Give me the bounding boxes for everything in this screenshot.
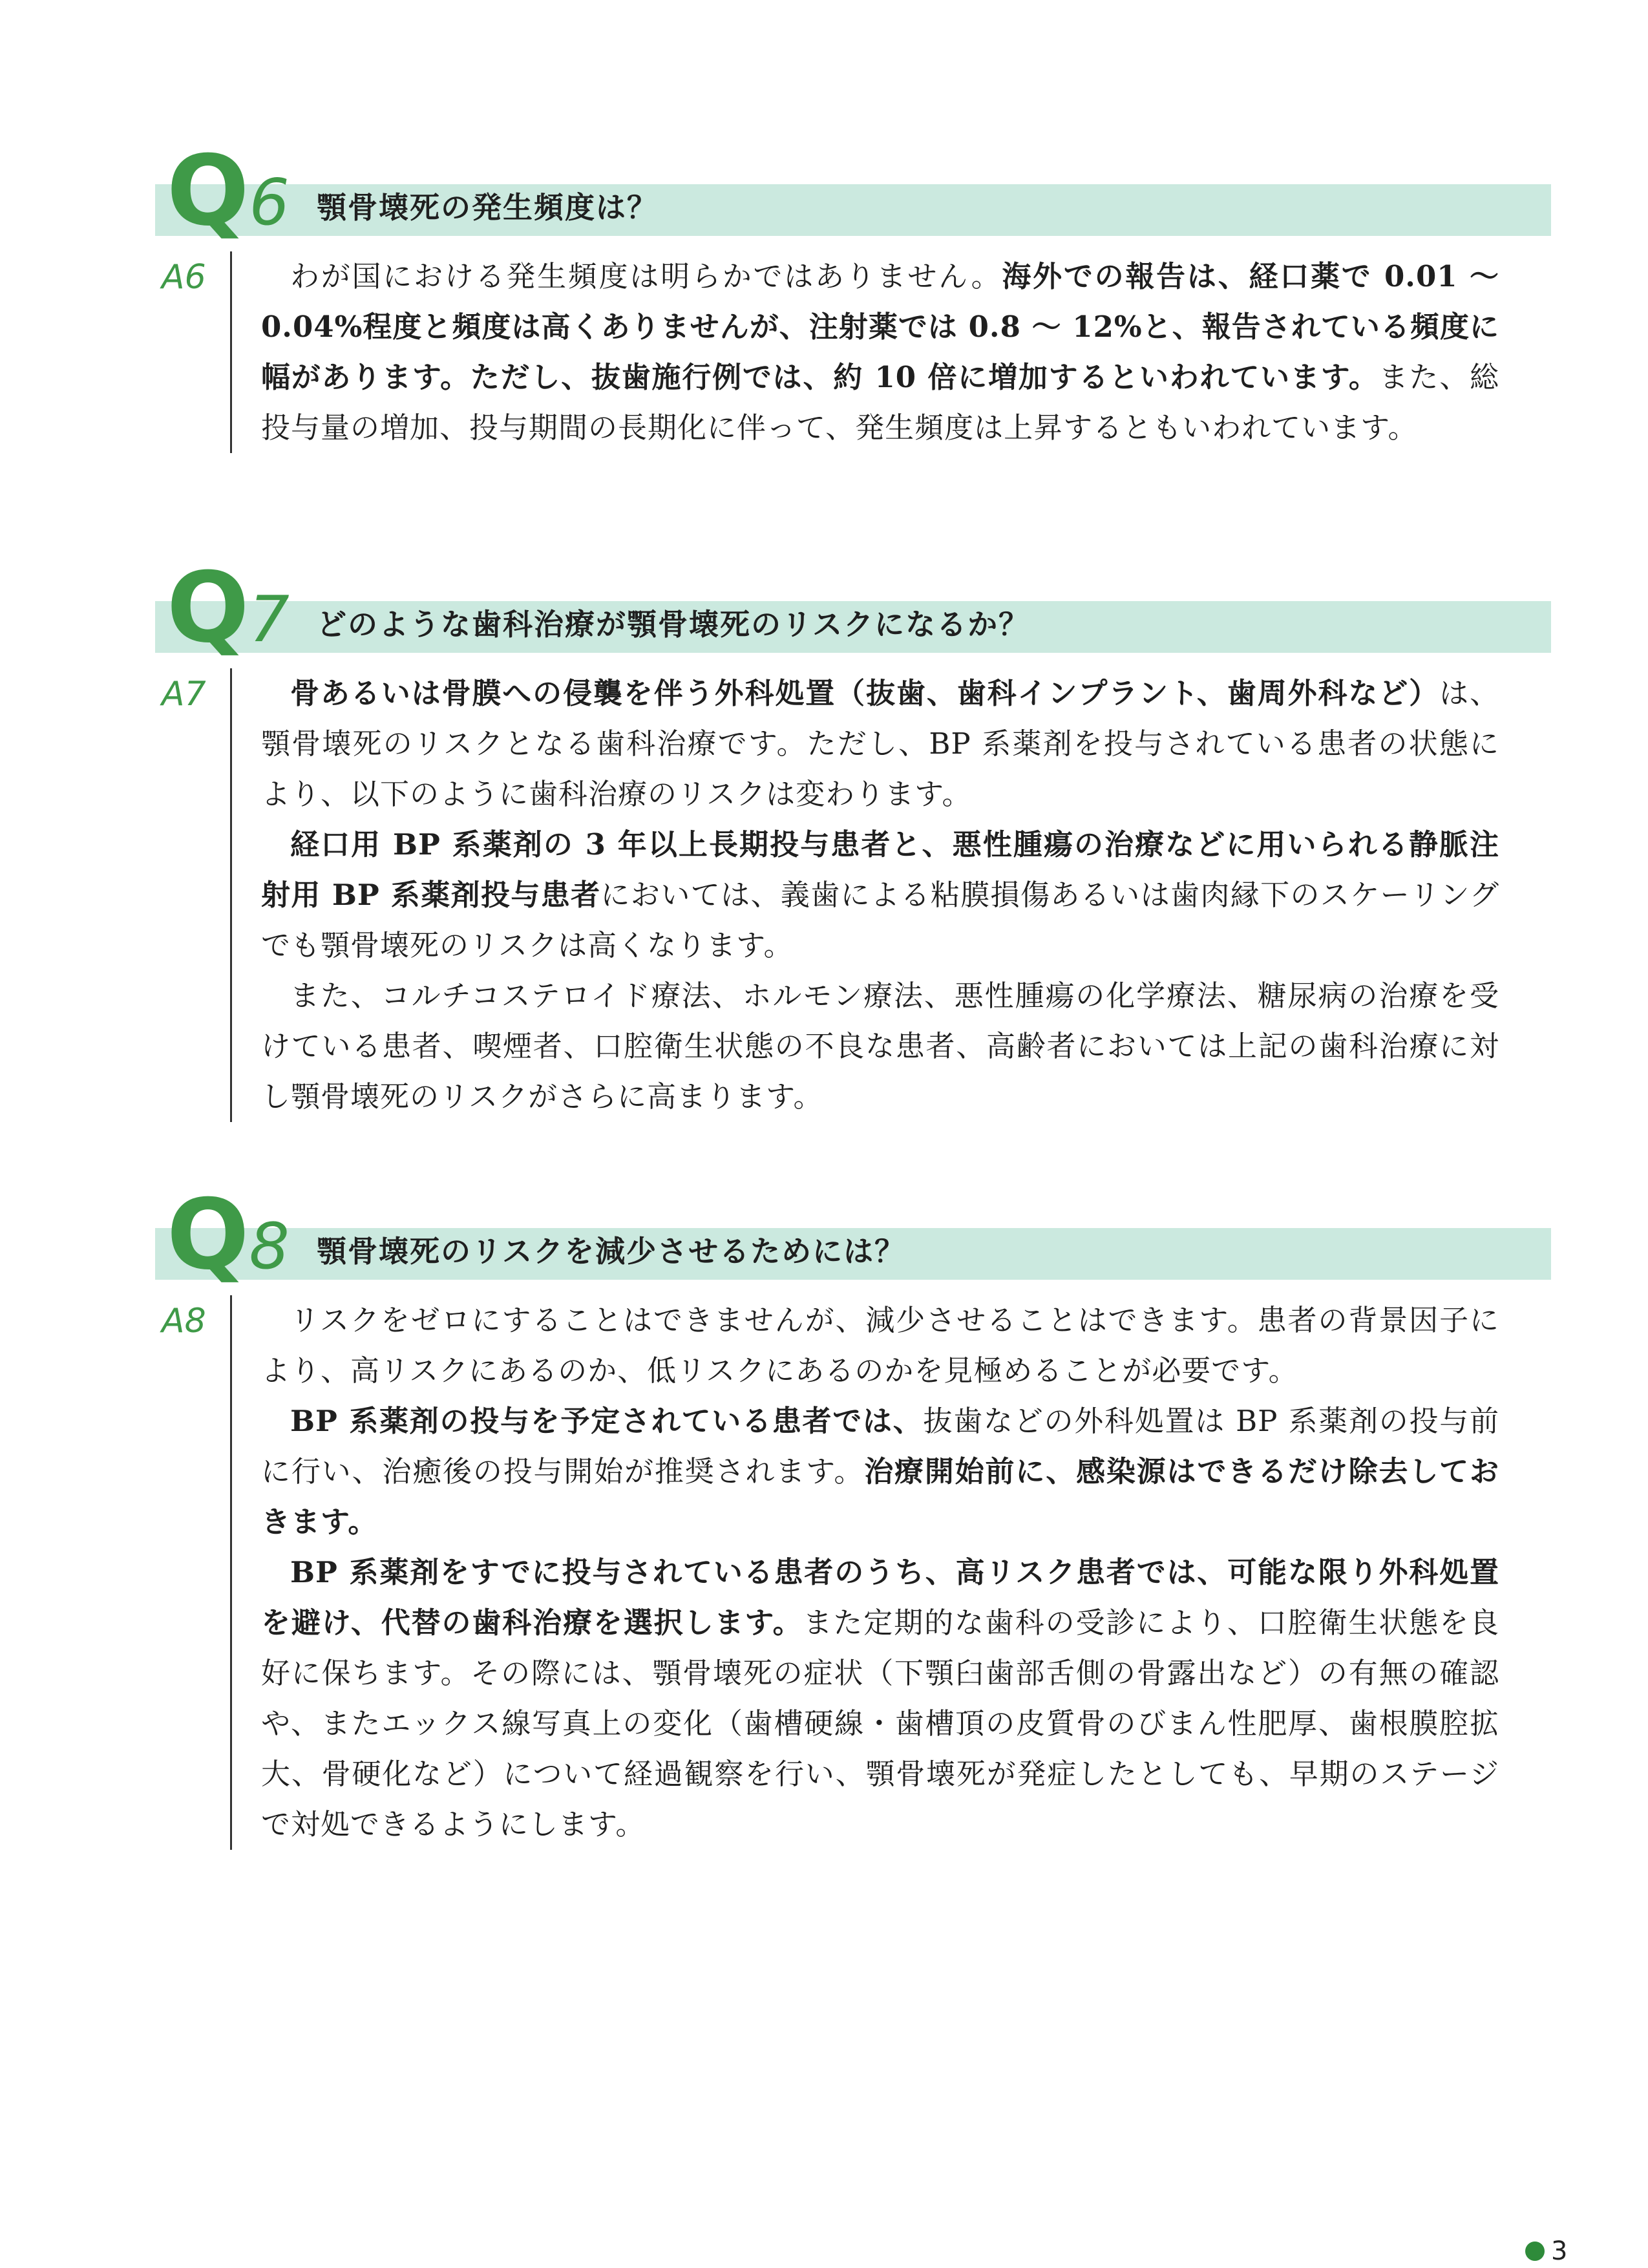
answer-label: A8 xyxy=(162,1302,206,1341)
answer-paragraph xyxy=(261,1295,1499,1396)
question-header xyxy=(155,1176,1551,1291)
answer-body xyxy=(261,1295,1499,1850)
question-label xyxy=(167,1179,290,1291)
answer-paragraph xyxy=(261,1396,1499,1547)
question-label xyxy=(167,135,290,248)
answer-paragraph xyxy=(261,1547,1499,1850)
answer-paragraph xyxy=(261,668,1499,820)
answer-text: また、コルチコステロイド療法、ホルモン療法、悪性腫瘍の化学療法、糖尿病の治療を受けている患者、喫煙者、口腔衛生状態の不良な患者、高齢者においては上記の歯科治療に対し顎骨壊死のリスクがさらに高まります。 xyxy=(261,979,1499,1114)
page-number xyxy=(1525,2236,1567,2266)
answer-text-bold: 経口用 BP 系薬剤の 3 年以上長期投与患者と、悪性腫瘍の治療などに用いられる静脈注射用 BP 系薬剤投与患者 xyxy=(261,827,1499,912)
answer-text: リスクをゼロにすることはできませんが、減少させることはできます。患者の背景因子により、高リスクにあるのか、低リスクにあるのかを見極めることが必要です。 xyxy=(261,1303,1499,1388)
answer-text: また定期的な歯科の受診により、口腔衛生状態を良好に保ちます。その際には、顎骨壊死の症状（下顎臼歯部舌側の骨露出など）の有無の確認や、またエックス線写真上の変化（歯槽硬線・歯槽頂の皮質骨のびまん性肥厚、歯根膜腔拡大、骨硬化など）について経過観察を行い、顎骨壊死が発症したとしても、早期のステージで対処できるようにします。 xyxy=(261,1606,1499,1841)
answer-text-bold: BP 系薬剤の投与を予定されている患者では、 xyxy=(290,1404,924,1438)
answer-rule xyxy=(230,668,232,1122)
qa-section-8 xyxy=(155,1176,1551,1850)
answer-paragraph xyxy=(261,820,1499,971)
answer-body xyxy=(261,251,1499,453)
answer-block xyxy=(155,1295,1551,1850)
question-label xyxy=(167,552,290,664)
question-title: 顎骨壊死の発生頻度は？ xyxy=(317,190,658,225)
page-dot-icon xyxy=(1525,2242,1545,2261)
question-letter: Q xyxy=(167,135,247,248)
answer-text: は、顎骨壊死のリスクとなる歯科治療です。ただし、BP 系薬剤を投与されている患者の状態により、以下のように歯科治療のリスクは変わります。 xyxy=(261,676,1499,811)
answer-text-bold: BP 系薬剤をすでに投与されている患者のうち、高リスク患者では、可能な限り外科処置を避け、代替の歯科治療を選択します。 xyxy=(261,1555,1499,1640)
answer-label: A6 xyxy=(162,258,206,297)
question-header xyxy=(155,132,1551,248)
answer-body xyxy=(261,668,1499,1122)
answer-text: においては、義歯による粘膜損傷あるいは歯肉縁下のスケーリングでも顎骨壊死のリスクは高くなります。 xyxy=(261,878,1499,962)
question-number: 6 xyxy=(249,166,290,240)
answer-rule xyxy=(230,251,232,453)
question-number: 8 xyxy=(249,1210,290,1284)
qa-section-7 xyxy=(155,549,1551,1122)
question-title: 顎骨壊死のリスクを減少させるためには？ xyxy=(317,1234,906,1269)
answer-text-bold: 骨あるいは骨膜への侵襲を伴う外科処置（抜歯、歯科インプラント、歯周外科など） xyxy=(290,676,1440,710)
answer-rule xyxy=(230,1295,232,1850)
answer-paragraph xyxy=(261,251,1499,453)
question-letter: Q xyxy=(167,552,247,664)
answer-block xyxy=(155,668,1551,1122)
answer-label: A7 xyxy=(162,675,206,714)
question-header xyxy=(155,549,1551,664)
answer-paragraph xyxy=(261,971,1499,1122)
qa-section-6 xyxy=(155,132,1551,453)
question-letter: Q xyxy=(167,1179,247,1291)
question-title: どのような歯科治療が顎骨壊死のリスクになるか？ xyxy=(317,607,1030,642)
answer-text-bold: 治療開始前に、感染源はできるだけ除去しておきます。 xyxy=(261,1454,1499,1539)
answer-block xyxy=(155,251,1551,453)
answer-text: 抜歯などの外科処置は BP 系薬剤の投与前に行い、治癒後の投与開始が推奨されます。 xyxy=(261,1404,1499,1489)
question-number: 7 xyxy=(249,583,290,657)
answer-text-bold: 海外での報告は、経口薬で 0.01 ～ 0.04%程度と頻度は高くありませんが、注射薬では 0.8 ～ 12%と、報告されている頻度に幅があります。ただし、抜歯施行例では、約 10 倍に増加するといわれています。 xyxy=(261,259,1500,394)
answer-text: わが国における発生頻度は明らかではありません。 xyxy=(290,259,1002,293)
answer-text: また、総投与量の増加、投与期間の長期化に伴って、発生頻度は上昇するともいわれています。 xyxy=(261,360,1499,445)
page-number-text: 3 xyxy=(1551,2236,1568,2266)
